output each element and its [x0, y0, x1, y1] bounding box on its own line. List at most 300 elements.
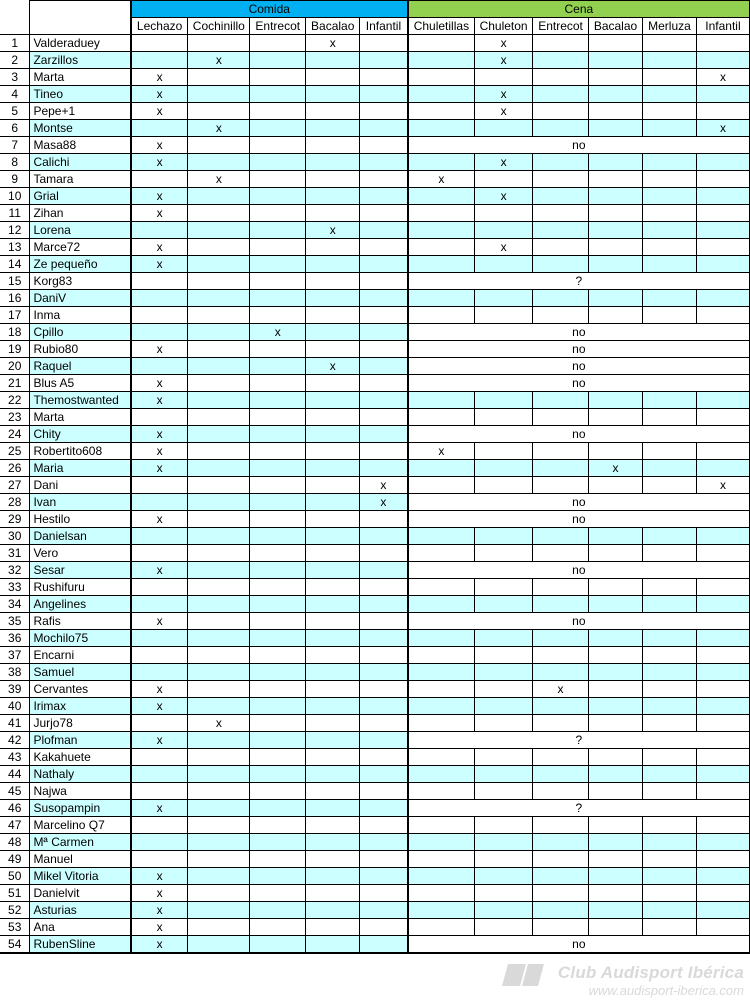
comida-cell-cochinillo [188, 817, 250, 834]
comida-cell-lechazo: x [131, 426, 188, 443]
comida-cell-entrecot [250, 290, 306, 307]
comida-cell-cochinillo [188, 919, 250, 936]
attendee-name: Ivan [30, 494, 131, 511]
cena-cell-bacalao [589, 154, 643, 171]
comida-cell-entrecot [250, 647, 306, 664]
cena-cell-entrecot [533, 239, 589, 256]
attendee-name: Raquel [30, 358, 131, 375]
cena-note: no [408, 613, 750, 630]
comida-cell-bacalao [306, 766, 360, 783]
cena-cell-entrecot [533, 596, 589, 613]
cena-cell-chuletillas [408, 919, 475, 936]
cena-cell-merluza [642, 579, 696, 596]
table-row [0, 69, 750, 86]
cena-cell-entrecot [533, 409, 589, 426]
row-number: 43 [0, 749, 30, 766]
cena-cell-bacalao [589, 834, 643, 851]
attendee-name: Ana [30, 919, 131, 936]
row-number: 15 [0, 273, 30, 290]
col-header-comida-2: Entrecot [250, 18, 306, 35]
comida-cell-lechazo: x [131, 460, 188, 477]
comida-cell-cochinillo: x [188, 171, 250, 188]
cena-note: no [408, 494, 750, 511]
cena-cell-chuletillas [408, 392, 475, 409]
cena-cell-merluza [642, 205, 696, 222]
cena-cell-merluza [642, 239, 696, 256]
cena-cell-chuletillas [408, 834, 475, 851]
cena-cell-bacalao [589, 52, 643, 69]
group-comida-header: Comida [131, 1, 408, 18]
cena-note: ? [408, 800, 750, 817]
comida-cell-cochinillo [188, 511, 250, 528]
comida-cell-lechazo [131, 494, 188, 511]
attendee-name: Calichi [30, 154, 131, 171]
attendee-name: Nathaly [30, 766, 131, 783]
cena-cell-merluza [642, 477, 696, 494]
comida-cell-infantil [360, 52, 408, 69]
row-number: 18 [0, 324, 30, 341]
comida-cell-entrecot [250, 477, 306, 494]
row-number: 21 [0, 375, 30, 392]
comida-cell-entrecot [250, 919, 306, 936]
cena-cell-entrecot [533, 630, 589, 647]
cena-cell-chuletillas [408, 69, 475, 86]
comida-cell-cochinillo: x [188, 52, 250, 69]
comida-cell-infantil [360, 681, 408, 698]
cena-cell-chuletillas [408, 290, 475, 307]
cena-cell-bacalao [589, 715, 643, 732]
comida-cell-infantil [360, 766, 408, 783]
comida-cell-lechazo: x [131, 443, 188, 460]
cena-cell-chuleton: x [475, 188, 533, 205]
row-number: 28 [0, 494, 30, 511]
cena-cell-bacalao [589, 885, 643, 902]
comida-cell-lechazo: x [131, 137, 188, 154]
attendee-name: Manuel [30, 851, 131, 868]
comida-cell-bacalao [306, 341, 360, 358]
club-logo-icon [500, 964, 544, 986]
row-number: 12 [0, 222, 30, 239]
comida-cell-bacalao [306, 409, 360, 426]
cena-cell-entrecot [533, 205, 589, 222]
table-row [0, 375, 750, 392]
cena-cell-bacalao [589, 69, 643, 86]
cena-cell-chuleton [475, 307, 533, 324]
comida-cell-lechazo [131, 273, 188, 290]
attendee-name: Dani [30, 477, 131, 494]
comida-cell-bacalao [306, 324, 360, 341]
comida-cell-infantil [360, 324, 408, 341]
cena-cell-bacalao [589, 443, 643, 460]
cena-cell-infantil [696, 205, 749, 222]
table-row [0, 256, 750, 273]
comida-cell-cochinillo [188, 205, 250, 222]
cena-cell-bacalao [589, 664, 643, 681]
comida-cell-infantil [360, 290, 408, 307]
row-number: 40 [0, 698, 30, 715]
row-number: 8 [0, 154, 30, 171]
cena-cell-infantil [696, 222, 749, 239]
comida-cell-infantil [360, 35, 408, 52]
comida-cell-infantil [360, 885, 408, 902]
comida-cell-entrecot [250, 307, 306, 324]
cena-cell-entrecot [533, 715, 589, 732]
cena-note: ? [408, 732, 750, 749]
comida-cell-infantil [360, 154, 408, 171]
comida-cell-lechazo: x [131, 341, 188, 358]
attendee-name: Danielvit [30, 885, 131, 902]
cena-cell-merluza [642, 256, 696, 273]
cena-cell-chuleton [475, 630, 533, 647]
comida-cell-infantil [360, 409, 408, 426]
comida-cell-bacalao [306, 494, 360, 511]
cena-note: no [408, 511, 750, 528]
comida-cell-cochinillo [188, 664, 250, 681]
cena-cell-entrecot [533, 443, 589, 460]
comida-cell-infantil [360, 834, 408, 851]
row-number: 46 [0, 800, 30, 817]
cena-note: no [408, 324, 750, 341]
cena-cell-infantil [696, 154, 749, 171]
row-number: 1 [0, 35, 30, 52]
cena-cell-chuletillas [408, 664, 475, 681]
comida-cell-bacalao [306, 732, 360, 749]
comida-cell-cochinillo: x [188, 715, 250, 732]
row-number: 3 [0, 69, 30, 86]
cena-note: no [408, 137, 750, 154]
attendee-name: Mikel Vitoria [30, 868, 131, 885]
cena-cell-chuletillas [408, 120, 475, 137]
comida-cell-lechazo: x [131, 256, 188, 273]
cena-cell-chuleton [475, 783, 533, 800]
table-row [0, 732, 750, 749]
col-header-cena-4: Merluza [642, 18, 696, 35]
cena-cell-entrecot [533, 834, 589, 851]
cena-cell-bacalao [589, 919, 643, 936]
comida-cell-entrecot [250, 154, 306, 171]
cena-cell-infantil [696, 545, 749, 562]
comida-cell-infantil [360, 698, 408, 715]
comida-cell-entrecot [250, 222, 306, 239]
attendee-name: Robertito608 [30, 443, 131, 460]
comida-cell-infantil [360, 341, 408, 358]
comida-cell-entrecot [250, 630, 306, 647]
comida-cell-infantil [360, 800, 408, 817]
comida-cell-lechazo [131, 630, 188, 647]
cena-cell-bacalao [589, 749, 643, 766]
cena-cell-chuleton [475, 392, 533, 409]
comida-cell-bacalao [306, 749, 360, 766]
cena-cell-merluza [642, 902, 696, 919]
table-row [0, 562, 750, 579]
comida-cell-lechazo [131, 171, 188, 188]
comida-cell-cochinillo [188, 766, 250, 783]
comida-cell-cochinillo [188, 443, 250, 460]
table-row [0, 902, 750, 919]
cena-cell-entrecot [533, 256, 589, 273]
comida-cell-bacalao [306, 290, 360, 307]
table-row [0, 52, 750, 69]
comida-cell-lechazo [131, 290, 188, 307]
comida-cell-infantil [360, 171, 408, 188]
attendee-name: Mochilo75 [30, 630, 131, 647]
comida-cell-lechazo [131, 647, 188, 664]
comida-cell-infantil [360, 783, 408, 800]
comida-cell-cochinillo [188, 324, 250, 341]
cena-cell-merluza [642, 630, 696, 647]
cena-cell-infantil [696, 86, 749, 103]
table-row [0, 749, 750, 766]
comida-cell-entrecot [250, 800, 306, 817]
comida-cell-cochinillo [188, 698, 250, 715]
table-row [0, 545, 750, 562]
row-number: 42 [0, 732, 30, 749]
comida-cell-entrecot [250, 69, 306, 86]
cena-cell-chuletillas [408, 698, 475, 715]
comida-cell-lechazo: x [131, 86, 188, 103]
attendee-name: Ze pequeño [30, 256, 131, 273]
cena-cell-entrecot [533, 35, 589, 52]
cena-cell-infantil [696, 902, 749, 919]
cena-cell-bacalao [589, 545, 643, 562]
row-number: 45 [0, 783, 30, 800]
comida-cell-infantil [360, 239, 408, 256]
cena-cell-chuleton [475, 579, 533, 596]
comida-cell-bacalao [306, 647, 360, 664]
table-row [0, 443, 750, 460]
cena-cell-entrecot [533, 154, 589, 171]
comida-cell-bacalao [306, 902, 360, 919]
group-header-row [0, 1, 750, 18]
comida-cell-cochinillo [188, 341, 250, 358]
comida-cell-infantil [360, 902, 408, 919]
cena-cell-merluza [642, 528, 696, 545]
comida-cell-lechazo [131, 52, 188, 69]
cena-cell-bacalao [589, 205, 643, 222]
cena-cell-chuleton: x [475, 154, 533, 171]
cena-cell-chuletillas [408, 902, 475, 919]
comida-cell-infantil [360, 443, 408, 460]
cena-cell-chuletillas [408, 222, 475, 239]
comida-cell-cochinillo: x [188, 120, 250, 137]
row-number: 54 [0, 936, 30, 954]
cena-cell-bacalao [589, 290, 643, 307]
comida-cell-infantil [360, 103, 408, 120]
comida-cell-cochinillo [188, 460, 250, 477]
row-number: 17 [0, 307, 30, 324]
comida-cell-entrecot [250, 885, 306, 902]
comida-cell-cochinillo [188, 613, 250, 630]
cena-cell-merluza [642, 52, 696, 69]
cena-cell-bacalao [589, 256, 643, 273]
comida-cell-cochinillo [188, 528, 250, 545]
attendee-name: Irimax [30, 698, 131, 715]
cena-cell-chuletillas [408, 460, 475, 477]
comida-cell-entrecot [250, 664, 306, 681]
cena-cell-entrecot [533, 851, 589, 868]
col-header-cena-3: Bacalao [589, 18, 643, 35]
cena-cell-infantil [696, 630, 749, 647]
comida-cell-cochinillo [188, 885, 250, 902]
cena-cell-infantil [696, 103, 749, 120]
comida-cell-infantil [360, 562, 408, 579]
cena-cell-merluza [642, 154, 696, 171]
table-row [0, 222, 750, 239]
table-row [0, 919, 750, 936]
cena-cell-chuleton [475, 681, 533, 698]
header-blank-name [30, 1, 131, 35]
comida-cell-bacalao [306, 919, 360, 936]
comida-cell-infantil [360, 630, 408, 647]
comida-cell-entrecot [250, 52, 306, 69]
comida-cell-entrecot [250, 715, 306, 732]
cena-cell-chuletillas [408, 103, 475, 120]
comida-cell-cochinillo [188, 375, 250, 392]
comida-cell-lechazo [131, 324, 188, 341]
table-row [0, 460, 750, 477]
cena-cell-merluza [642, 86, 696, 103]
comida-cell-bacalao [306, 137, 360, 154]
attendee-name: Zihan [30, 205, 131, 222]
comida-cell-lechazo [131, 783, 188, 800]
comida-cell-infantil [360, 460, 408, 477]
cena-cell-chuleton [475, 766, 533, 783]
comida-cell-bacalao [306, 154, 360, 171]
cena-cell-entrecot: x [533, 681, 589, 698]
cena-note: no [408, 426, 750, 443]
cena-cell-infantil [696, 188, 749, 205]
comida-cell-infantil [360, 579, 408, 596]
comida-cell-bacalao [306, 188, 360, 205]
table-row [0, 851, 750, 868]
table-row [0, 35, 750, 52]
header-blank-num [0, 1, 30, 35]
comida-cell-infantil: x [360, 477, 408, 494]
cena-cell-chuletillas: x [408, 443, 475, 460]
comida-cell-lechazo: x [131, 936, 188, 954]
comida-cell-infantil [360, 358, 408, 375]
table-row [0, 154, 750, 171]
table-row [0, 494, 750, 511]
comida-cell-lechazo [131, 851, 188, 868]
comida-cell-lechazo [131, 545, 188, 562]
table-row [0, 766, 750, 783]
attendee-name: Cervantes [30, 681, 131, 698]
row-number: 41 [0, 715, 30, 732]
cena-cell-entrecot [533, 392, 589, 409]
cena-cell-chuleton [475, 919, 533, 936]
cena-cell-bacalao [589, 409, 643, 426]
comida-cell-bacalao [306, 715, 360, 732]
table-row [0, 290, 750, 307]
row-number: 9 [0, 171, 30, 188]
table-row [0, 341, 750, 358]
comida-cell-infantil [360, 528, 408, 545]
table-row [0, 783, 750, 800]
table-row [0, 188, 750, 205]
comida-cell-infantil [360, 120, 408, 137]
comida-cell-cochinillo [188, 545, 250, 562]
table-row [0, 426, 750, 443]
comida-cell-entrecot [250, 341, 306, 358]
comida-cell-lechazo: x [131, 800, 188, 817]
comida-cell-lechazo [131, 358, 188, 375]
comida-cell-entrecot [250, 613, 306, 630]
comida-cell-bacalao [306, 273, 360, 290]
comida-cell-cochinillo [188, 256, 250, 273]
comida-cell-lechazo [131, 596, 188, 613]
cena-cell-chuleton [475, 69, 533, 86]
cena-cell-chuletillas: x [408, 171, 475, 188]
table-row [0, 834, 750, 851]
comida-cell-infantil [360, 868, 408, 885]
cena-cell-bacalao [589, 902, 643, 919]
cena-cell-chuletillas [408, 256, 475, 273]
comida-cell-infantil [360, 307, 408, 324]
attendee-name: Tamara [30, 171, 131, 188]
table-row [0, 715, 750, 732]
cena-cell-merluza [642, 664, 696, 681]
comida-cell-entrecot [250, 596, 306, 613]
comida-cell-bacalao [306, 596, 360, 613]
comida-cell-cochinillo [188, 851, 250, 868]
footer-watermark [558, 963, 744, 998]
cena-cell-entrecot [533, 698, 589, 715]
cena-cell-merluza [642, 919, 696, 936]
comida-cell-entrecot [250, 579, 306, 596]
comida-cell-entrecot [250, 35, 306, 52]
comida-cell-lechazo: x [131, 919, 188, 936]
comida-cell-bacalao [306, 460, 360, 477]
cena-cell-chuletillas [408, 749, 475, 766]
cena-cell-chuletillas [408, 817, 475, 834]
cena-note: no [408, 936, 750, 954]
attendee-name: Masa88 [30, 137, 131, 154]
cena-cell-chuletillas [408, 868, 475, 885]
comida-cell-lechazo: x [131, 103, 188, 120]
cena-cell-infantil [696, 766, 749, 783]
comida-cell-infantil [360, 732, 408, 749]
row-number: 27 [0, 477, 30, 494]
table-row [0, 239, 750, 256]
comida-cell-entrecot [250, 375, 306, 392]
comida-cell-bacalao [306, 868, 360, 885]
cena-cell-entrecot [533, 52, 589, 69]
attendee-name: Rushifuru [30, 579, 131, 596]
cena-cell-chuleton [475, 834, 533, 851]
row-number: 26 [0, 460, 30, 477]
comida-cell-cochinillo [188, 562, 250, 579]
comida-cell-infantil [360, 69, 408, 86]
comida-cell-lechazo [131, 477, 188, 494]
cena-cell-entrecot [533, 902, 589, 919]
comida-cell-lechazo [131, 715, 188, 732]
cena-cell-infantil [696, 647, 749, 664]
comida-cell-lechazo [131, 35, 188, 52]
row-number: 48 [0, 834, 30, 851]
comida-cell-cochinillo [188, 188, 250, 205]
table-row [0, 664, 750, 681]
comida-cell-lechazo: x [131, 375, 188, 392]
comida-cell-infantil [360, 749, 408, 766]
comida-cell-cochinillo [188, 103, 250, 120]
cena-cell-entrecot [533, 103, 589, 120]
comida-cell-lechazo: x [131, 392, 188, 409]
cena-cell-merluza [642, 103, 696, 120]
cena-cell-infantil [696, 664, 749, 681]
comida-cell-lechazo: x [131, 885, 188, 902]
comida-cell-entrecot [250, 545, 306, 562]
